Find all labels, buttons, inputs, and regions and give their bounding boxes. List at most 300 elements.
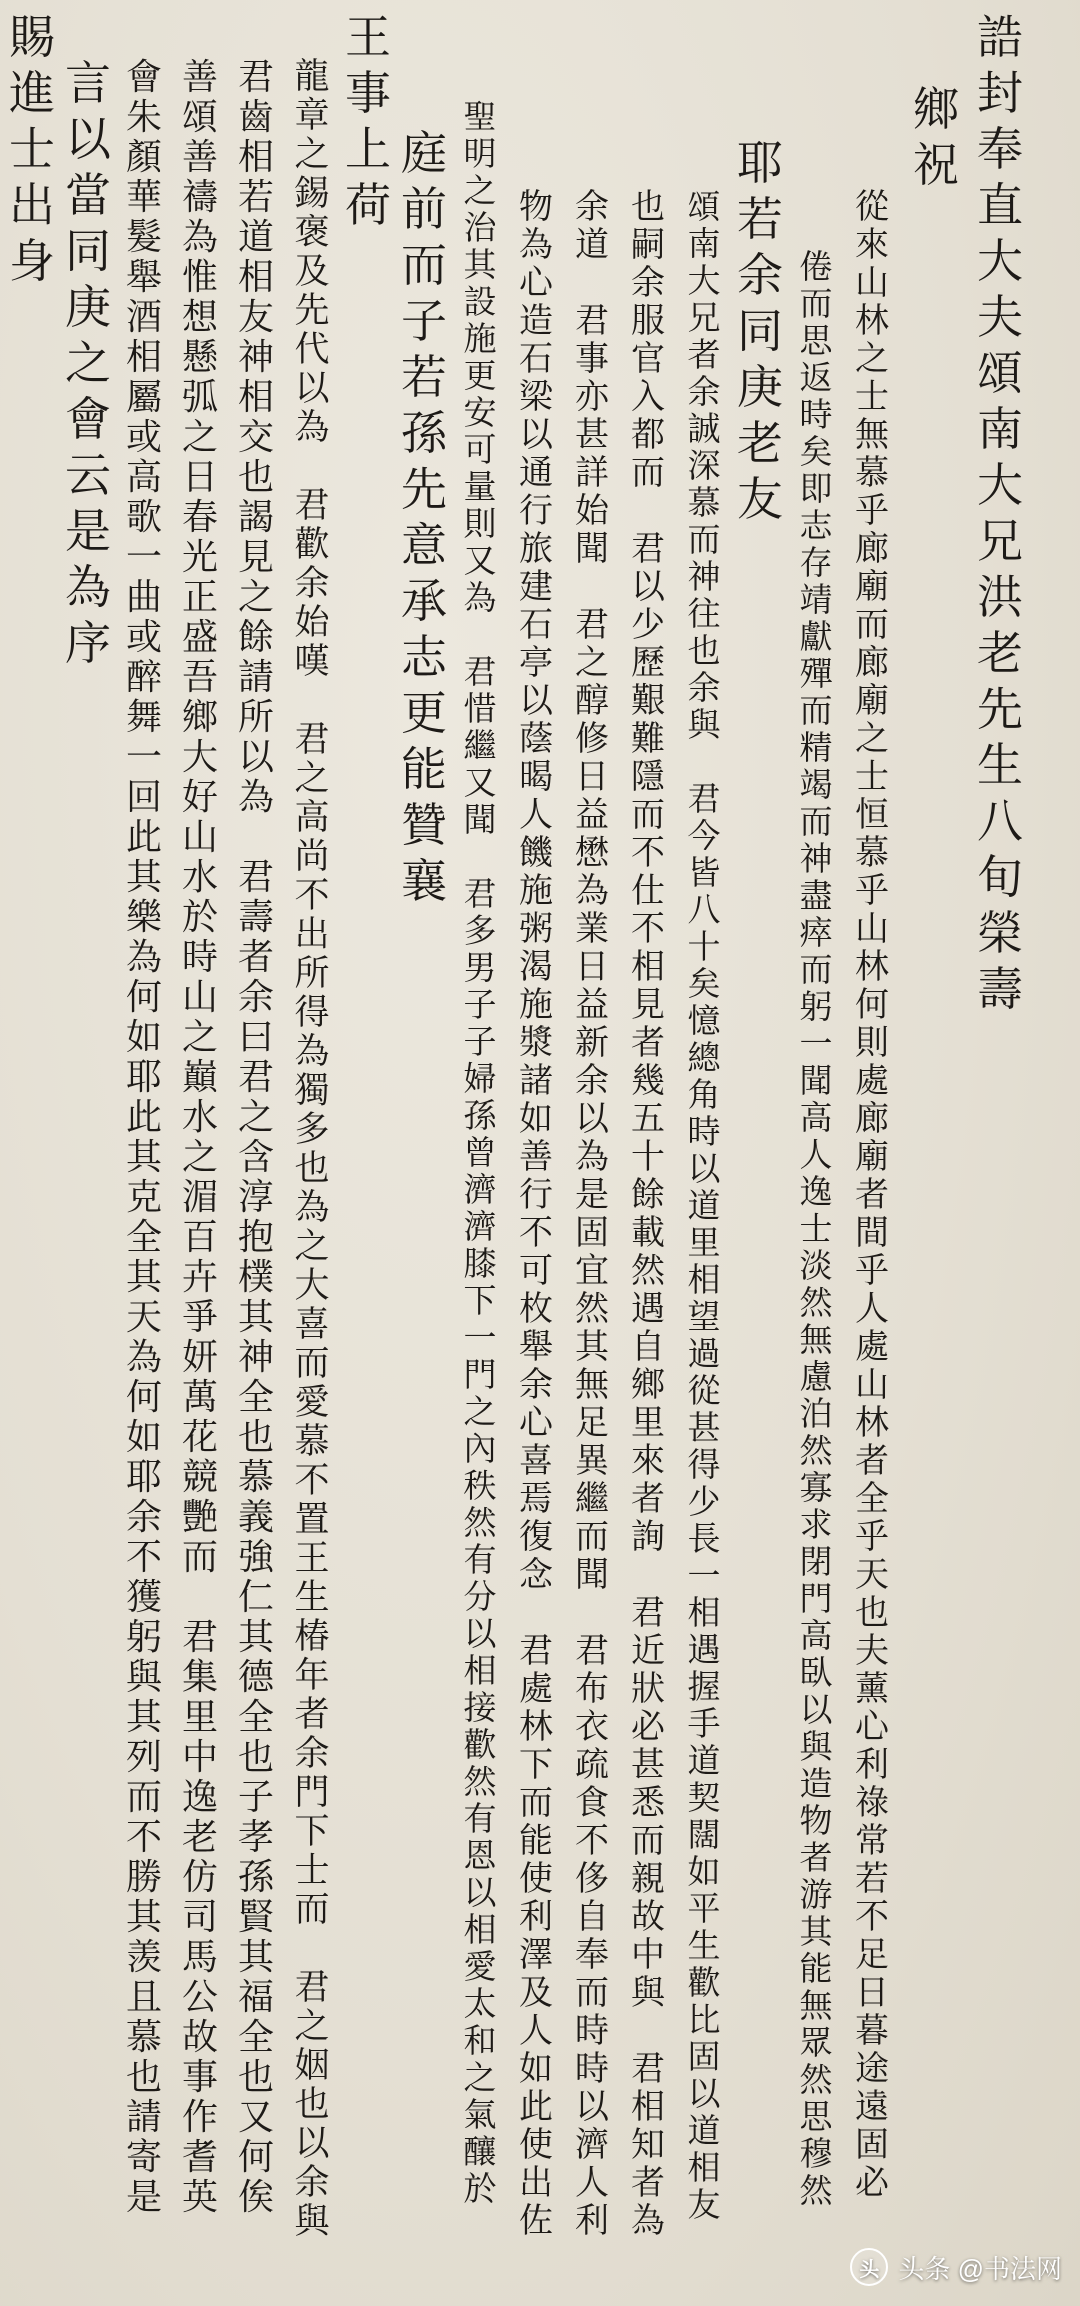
glyph: 思 [799,321,833,360]
glyph: 歌 [125,497,162,538]
glyph: 下 [463,1281,497,1320]
glyph: 精 [799,728,833,767]
glyph: 必 [855,2163,889,2203]
glyph: 其 [237,1297,274,1338]
glyph: 不 [294,1461,330,1501]
glyph: 若 [737,192,783,246]
glyph: 謁 [237,497,274,538]
glyph: 明 [463,134,497,173]
glyph: 恩 [463,1836,497,1875]
glyph: 君 [575,1631,609,1671]
glyph: 全 [237,1377,274,1418]
glyph: 相 [463,1910,497,1949]
glyph: 之 [575,643,609,683]
glyph: 穆 [799,2134,833,2173]
glyph: 繼 [463,726,497,765]
glyph: 曲 [125,577,162,618]
glyph: 仿 [181,1857,218,1898]
glyph: 而 [631,795,665,835]
glyph: 難 [631,719,665,759]
glyph: 門 [294,1773,330,1813]
glyph: 逸 [799,1172,833,1211]
glyph: 惟 [181,257,218,298]
glyph: 年 [294,1656,330,1696]
glyph: 多 [294,1110,330,1150]
watermark-badge-icon: 头 [850,2248,888,2286]
glyph: 歡 [687,1963,721,2002]
glyph [560,266,624,304]
glyph: 愛 [463,1947,497,1986]
glyph: 蔭 [519,719,553,759]
glyph: 君 [687,779,721,818]
glyph: 誠 [687,409,721,448]
text-column [904,82,968,198]
glyph: 業 [575,909,609,949]
glyph: 賢 [237,1897,274,1938]
glyph: 相 [687,1260,721,1299]
glyph: 日 [855,1973,889,2013]
text-column [728,136,792,532]
glyph: 更 [463,356,497,395]
glyph: 余 [294,564,330,604]
glyph: 乎 [855,1251,889,1291]
glyph: 此 [519,2087,553,2127]
glyph: 治 [463,208,497,247]
glyph: 矣 [799,432,833,471]
glyph: 懋 [575,833,609,873]
glyph: 泊 [799,1394,833,1433]
glyph: 全 [855,1479,889,1519]
glyph: 羡 [125,1937,162,1978]
glyph: 來 [855,225,889,265]
text-column [784,247,848,2211]
glyph: 廊 [855,643,889,683]
glyph: 正 [181,577,218,618]
glyph: 為 [575,871,609,911]
glyph: 施 [519,871,553,911]
glyph: 眾 [799,2023,833,2062]
glyph: 及 [519,1973,553,2013]
glyph: 是 [65,504,111,558]
glyph: 為 [294,1032,330,1072]
glyph: 建 [519,567,553,607]
glyph: 高 [799,1616,833,1655]
glyph: 花 [181,1417,218,1458]
glyph: 而 [855,605,889,645]
glyph: 途 [855,2049,889,2089]
glyph: 而 [687,520,721,559]
glyph: 朱 [125,97,162,138]
glyph: 梁 [519,377,553,417]
glyph: 十 [631,1137,665,1177]
glyph: 長 [687,1519,721,1558]
glyph [672,745,736,782]
glyph: 慕 [125,2017,162,2058]
glyph: 請 [125,2097,162,2138]
glyph: 愛 [294,1383,330,1423]
glyph: 承 [401,574,447,628]
glyph: 髮 [125,217,162,258]
glyph: 競 [181,1457,218,1498]
glyph: 百 [181,1217,218,1258]
glyph: 中 [181,1737,218,1778]
glyph: 歡 [463,1725,497,1764]
glyph: 而 [519,1783,553,1823]
glyph: 內 [463,1429,497,1468]
glyph: 會 [125,57,162,98]
glyph: 者 [687,335,721,374]
glyph: 襄 [401,854,447,908]
glyph: 而 [294,1890,330,1930]
glyph: 子 [401,294,447,348]
text-column [280,57,344,2244]
glyph: 天 [125,1297,162,1338]
glyph: 生 [687,1926,721,1965]
glyph: 懸 [181,337,218,378]
glyph: 道 [687,2111,721,2150]
glyph: 望 [687,1297,721,1336]
glyph: 醉 [125,657,162,698]
glyph: 者 [855,1175,889,1215]
glyph: 為 [575,1137,609,1177]
glyph: 英 [181,2177,218,2218]
glyph [560,1596,624,1634]
glyph: 石 [519,339,553,379]
glyph: 君 [631,2049,665,2089]
glyph: 廊 [855,1099,889,1139]
glyph: 時 [799,395,833,434]
glyph: 大 [687,261,721,300]
glyph: 門 [463,1355,497,1394]
glyph: 心 [855,1707,889,1747]
glyph: 庚 [65,280,111,334]
glyph: 相 [687,1593,721,1632]
glyph: 足 [575,1403,609,1443]
glyph: 知 [631,2125,665,2165]
glyph: 其 [237,1617,274,1658]
glyph: 惜 [463,689,497,728]
glyph: 士 [855,757,889,797]
glyph: 心 [519,1403,553,1443]
glyph: 里 [687,1223,721,1262]
glyph: 君 [575,605,609,645]
glyph: 之 [294,135,330,175]
glyph: 仁 [237,1577,274,1618]
glyph: 全 [237,2017,274,2058]
glyph: 其 [125,857,162,898]
glyph: 夫 [977,290,1023,344]
glyph: 淡 [799,1246,833,1285]
glyph: 有 [463,1799,497,1838]
glyph: 從 [855,187,889,227]
glyph: 里 [631,1403,665,1443]
glyph: 漿 [519,1023,553,1063]
glyph: 思 [799,2097,833,2136]
glyph [280,450,344,489]
glyph: 比 [687,2000,721,2039]
glyph: 若 [237,177,274,218]
glyph: 褒 [294,213,330,253]
glyph: 老 [737,416,783,470]
glyph: 者 [631,1023,665,1063]
glyph: 從 [687,1371,721,1410]
glyph: 艷 [181,1497,218,1538]
glyph: 君 [519,1631,553,1671]
glyph: 全 [125,1217,162,1258]
glyph: 於 [181,897,218,938]
glyph: 祝 [913,138,959,192]
glyph: 隱 [631,757,665,797]
glyph: 志 [799,506,833,545]
glyph: 樸 [237,1257,274,1298]
glyph: 可 [519,1251,553,1291]
glyph: 一 [799,1024,833,1063]
glyph: 馬 [181,1937,218,1978]
glyph: 量 [463,467,497,506]
glyph: 固 [687,2037,721,2076]
glyph: 善 [181,137,218,178]
glyph: 閉 [799,1542,833,1581]
glyph: 為 [631,2201,665,2241]
text-column [392,126,456,914]
glyph: 秩 [463,1466,497,1505]
glyph: 林 [855,1403,889,1443]
glyph: 相 [237,377,274,418]
glyph: 日 [575,757,609,797]
glyph: 分 [463,1577,497,1616]
glyph: 薰 [855,1669,889,1709]
glyph: 有 [463,1540,497,1579]
glyph: 恒 [855,795,889,835]
glyph: 頌 [181,97,218,138]
glyph: 抱 [237,1217,274,1258]
glyph: 而 [294,1344,330,1384]
glyph: 所 [237,697,274,738]
glyph: 宜 [575,1251,609,1291]
glyph: 君 [294,720,330,760]
glyph: 與 [631,1973,665,2013]
glyph: 慕 [855,453,889,493]
glyph: 身 [9,234,55,288]
glyph: 喜 [294,1305,330,1345]
glyph: 兄 [687,298,721,337]
glyph: 嘆 [294,642,330,682]
glyph: 直 [977,178,1023,232]
glyph: 臥 [799,1653,833,1692]
glyph: 何 [125,1377,162,1418]
glyph: 子 [463,1022,497,1061]
glyph: 君 [294,1968,330,2008]
glyph: 意 [401,518,447,572]
glyph: 耶 [125,1457,162,1498]
glyph: 殫 [799,654,833,693]
glyph: 也 [631,187,665,227]
glyph: 回 [125,777,162,818]
glyph: 濟 [463,1207,497,1246]
glyph: 孫 [401,406,447,460]
text-column [168,57,232,2220]
glyph: 禱 [181,177,218,218]
glyph: 以 [519,681,553,721]
glyph: 而 [799,802,833,841]
glyph: 見 [631,985,665,1025]
glyph [448,618,512,655]
glyph: 造 [519,301,553,341]
glyph: 余 [575,1061,609,1101]
glyph: 以 [463,1873,497,1912]
glyph: 君 [294,486,330,526]
glyph: 接 [463,1688,497,1727]
glyph: 里 [181,1697,218,1738]
glyph: 余 [737,248,783,302]
glyph: 即 [799,469,833,508]
glyph: 以 [631,567,665,607]
glyph: 進 [9,66,55,120]
glyph: 克 [125,1177,162,1218]
glyph: 酒 [125,297,162,338]
glyph: 余 [575,187,609,227]
glyph: 歷 [631,643,665,683]
glyph: 之 [181,417,218,458]
glyph: 往 [687,594,721,633]
glyph: 同 [737,304,783,358]
glyph: 之 [237,577,274,618]
glyph: 林 [855,301,889,341]
glyph: 念 [519,1555,553,1595]
glyph: 勝 [125,1857,162,1898]
glyph: 而 [631,453,665,493]
glyph [616,2014,680,2052]
glyph: 躬 [125,1617,162,1658]
glyph: 則 [855,1023,889,1063]
glyph: 來 [631,1441,665,1481]
glyph: 一 [125,737,162,778]
glyph: 王 [294,1539,330,1579]
glyph: 孝 [237,1817,274,1858]
glyph: 且 [125,1977,162,2018]
glyph: 枚 [519,1289,553,1329]
glyph: 然 [799,1431,833,1470]
glyph: 見 [237,537,274,578]
glyph: 慕 [687,483,721,522]
glyph: 時 [181,937,218,978]
glyph: 舉 [519,1327,553,1367]
glyph: 也 [237,457,274,498]
glyph: 君 [631,1593,665,1633]
glyph: 廟 [855,567,889,607]
glyph: 錫 [294,174,330,214]
glyph: 者 [631,1479,665,1519]
glyph: 聞 [463,800,497,839]
glyph: 若 [401,350,447,404]
glyph: 歡 [294,525,330,565]
glyph [616,494,680,532]
glyph: 行 [519,1175,553,1215]
glyph: 為 [125,937,162,978]
glyph: 之 [181,1017,218,1058]
glyph: 而 [125,1777,162,1818]
glyph: 聞 [575,529,609,569]
glyph: 施 [463,319,497,358]
glyph: 與 [687,705,721,744]
glyph: 喜 [519,1441,553,1481]
glyph: 壽 [977,962,1023,1016]
glyph: 余 [237,977,274,1018]
glyph: 神 [799,839,833,878]
glyph: 益 [575,985,609,1025]
glyph: 如 [519,1099,553,1139]
glyph: 然 [463,1762,497,1801]
glyph: 甚 [687,1408,721,1447]
glyph: 暍 [519,757,553,797]
glyph: 先 [294,291,330,331]
glyph: 近 [631,1631,665,1671]
glyph: 甚 [575,415,609,455]
glyph: 又 [237,2097,274,2138]
glyph: 更 [401,686,447,740]
glyph: 集 [181,1657,218,1698]
glyph: 始 [575,491,609,531]
glyph: 握 [687,1667,721,1706]
glyph: 君 [237,857,274,898]
glyph: 公 [181,1977,218,2018]
glyph: 以 [575,1099,609,1139]
glyph: 固 [855,2125,889,2165]
glyph: 之 [463,171,497,210]
glyph: 復 [519,1517,553,1557]
glyph: 也 [294,1149,330,1189]
glyph: 云 [65,448,111,502]
glyph: 置 [294,1500,330,1540]
glyph: 親 [631,1859,665,1899]
glyph: 高 [294,798,330,838]
glyph: 壽 [237,897,274,938]
glyph: 新 [575,1023,609,1063]
glyph: 其 [575,1327,609,1367]
glyph: 詢 [631,1517,665,1557]
glyph: 如 [687,1852,721,1891]
glyph: 八 [687,890,721,929]
glyph: 以 [687,2074,721,2113]
glyph: 氣 [463,2095,497,2134]
glyph: 八 [977,794,1023,848]
glyph: 饑 [519,833,553,873]
glyph: 皆 [687,853,721,892]
glyph: 君 [631,529,665,569]
glyph: 無 [575,1365,609,1405]
glyph: 想 [181,297,218,338]
glyph: 事 [181,2057,218,2098]
glyph: 也 [855,1593,889,1633]
glyph: 粥 [519,909,553,949]
glyph: 不 [125,1817,162,1858]
glyph: 繼 [575,1479,609,1519]
glyph: 設 [463,282,497,321]
glyph: 時 [575,2049,609,2089]
glyph: 時 [575,2011,609,2051]
glyph: 山 [855,1365,889,1405]
glyph: 以 [294,369,330,409]
glyph: 都 [631,415,665,455]
glyph: 為 [181,217,218,258]
glyph: 詳 [575,453,609,493]
glyph: 求 [799,1505,833,1544]
glyph: 狀 [631,1669,665,1709]
glyph: 強 [237,1537,274,1578]
glyph [224,820,288,860]
glyph: 孫 [237,1857,274,1898]
glyph: 士 [855,377,889,417]
